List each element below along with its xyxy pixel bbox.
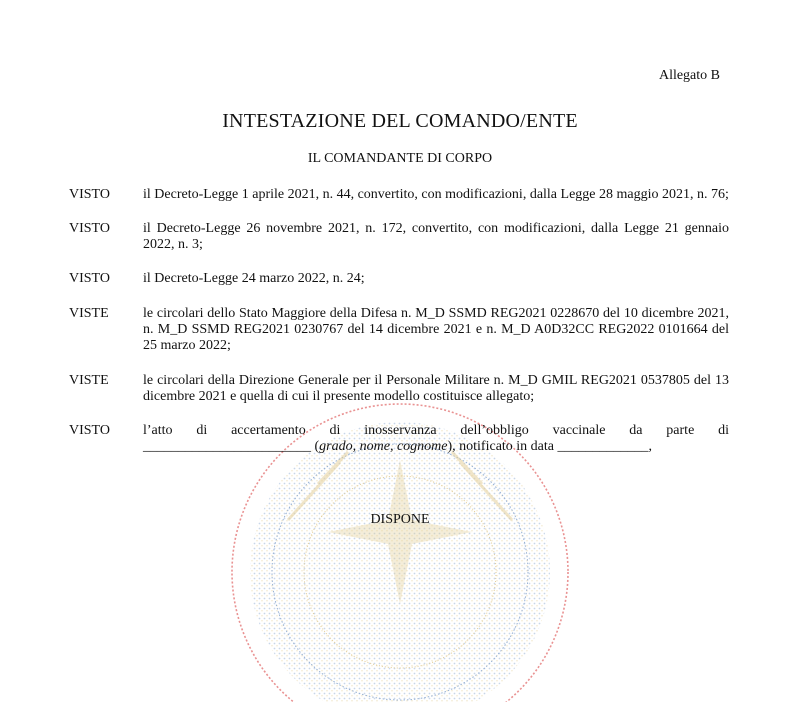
clause-keyword: VISTE <box>69 373 109 388</box>
clause-text <box>143 423 729 455</box>
clause-text: il Decreto-Legge 24 marzo 2022, n. 24; <box>143 271 365 286</box>
clause-item <box>69 187 729 203</box>
clause-item <box>69 373 729 405</box>
clause-keyword: VISTO <box>69 187 110 202</box>
clause-keyword: VISTO <box>69 221 110 236</box>
clause-item <box>69 423 729 455</box>
trailing-punct: , <box>648 439 653 454</box>
fill-in-blank[interactable]: ________________________ <box>143 439 311 454</box>
notified-text: ), notificato in data <box>447 439 558 454</box>
dispone-heading: DISPONE <box>370 512 430 527</box>
paren-open: ( <box>311 439 320 454</box>
placeholder-label: grado, nome, cognome <box>319 439 448 454</box>
clause-text: le circolari dello Stato Maggiore della Difesa n. M_D SSMD REG2021 0228670 del 10 dicembre 2021, n. M_D SSMD REG2021 0230767 del 14 dicembre 2021 e n. M_D A0D32CC REG2022 0101664 del 25 marzo 2022; <box>143 306 729 353</box>
clauses-list <box>69 187 729 474</box>
clause-text-line: l’atto di accertamento di inosservanza dell’obbligo vaccinale da parte di <box>143 423 729 438</box>
clause-text: il Decreto-Legge 26 novembre 2021, n. 172, convertito, con modificazioni, dalla Legge 21 gennaio 2022, n. 3; <box>143 221 729 252</box>
date-blank[interactable]: _____________ <box>557 439 649 454</box>
annex-label: Allegato B <box>658 68 720 83</box>
clause-item <box>69 306 729 354</box>
clause-keyword: VISTE <box>69 306 109 321</box>
clause-text: il Decreto-Legge 1 aprile 2021, n. 44, convertito, con modificazioni, dalla Legge 28 maggio 2021, n. 76; <box>143 187 729 202</box>
clause-keyword: VISTO <box>69 423 110 438</box>
clause-keyword: VISTO <box>69 271 110 286</box>
clause-item <box>69 271 729 287</box>
clause-text: le circolari della Direzione Generale per il Personale Militare n. M_D GMIL REG2021 0537805 del 13 dicembre 2021 e quella di cui il presente modello costituisce allegato; <box>143 373 729 404</box>
document-subtitle: IL COMANDANTE DI CORPO <box>307 151 493 166</box>
document-title: INTESTAZIONE DEL COMANDO/ENTE <box>222 110 578 132</box>
clause-item <box>69 221 729 253</box>
